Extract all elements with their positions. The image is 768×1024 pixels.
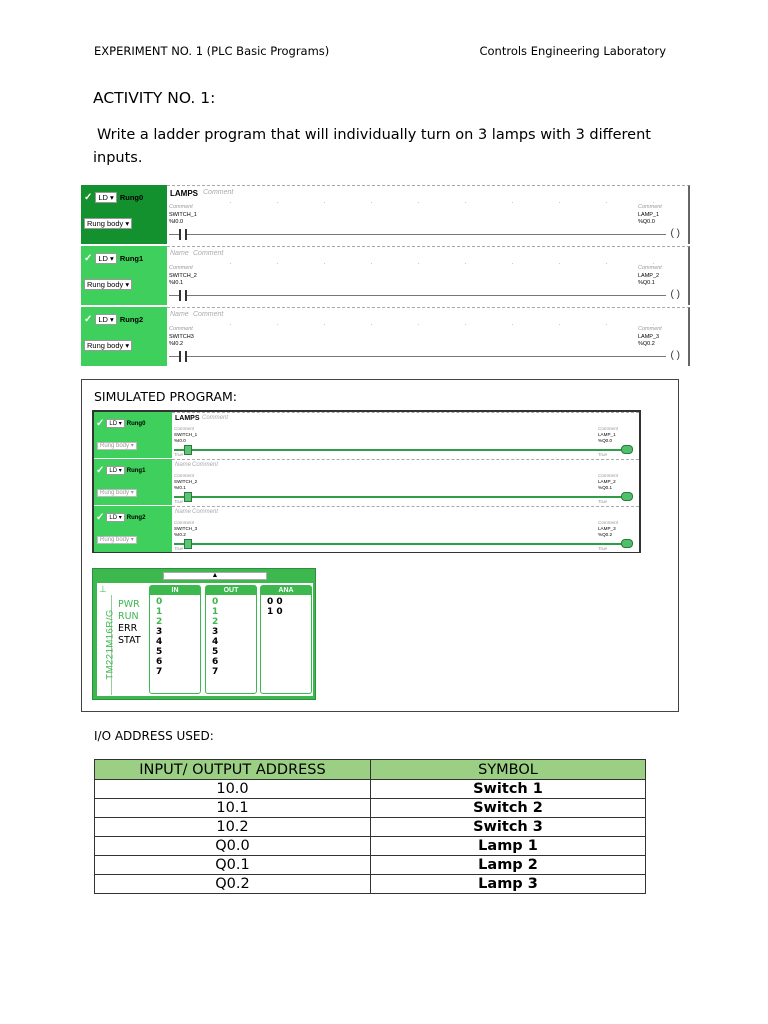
- rung-canvas[interactable]: [172, 459, 639, 505]
- check-icon[interactable]: ✓: [84, 192, 93, 203]
- plc-face: [97, 583, 313, 696]
- rung-canvas[interactable]: [167, 185, 690, 244]
- symbol-cell: Lamp 3: [371, 875, 646, 894]
- rung-title[interactable]: LAMPS: [170, 189, 198, 198]
- sim-rung-0: [94, 412, 639, 459]
- rung-comment[interactable]: Comment: [203, 189, 234, 196]
- coil-symbol: LAMP_2: [598, 479, 616, 484]
- address-cell: Q0.2: [95, 875, 371, 894]
- ld-dropdown[interactable]: LD ▾: [106, 419, 124, 428]
- rung-1: [81, 246, 690, 307]
- rung-2: [81, 307, 690, 368]
- contact-state: True: [174, 546, 184, 551]
- contact-address: %I0.0: [169, 219, 184, 225]
- status-err: ERR: [118, 623, 138, 634]
- check-icon[interactable]: ✓: [96, 418, 105, 429]
- page-header-right: Controls Engineering Laboratory: [479, 44, 666, 58]
- contact-comment: Comment: [169, 204, 193, 210]
- out-column: OUT 0 1 2 3 4 5 6 7: [205, 585, 257, 694]
- check-icon[interactable]: ✓: [84, 253, 93, 264]
- contact-icon[interactable]: [179, 290, 187, 301]
- rung-body-dropdown[interactable]: Rung body ▾: [97, 536, 137, 544]
- rung-title: LAMPS: [175, 415, 200, 422]
- rung-header: [81, 307, 167, 366]
- coil-comment: Comment: [598, 473, 618, 478]
- plc-status-list: [118, 599, 141, 647]
- symbol-cell: Switch 2: [371, 799, 646, 818]
- coil-comment: Comment: [638, 265, 662, 271]
- contact-address: %I0.1: [174, 485, 186, 490]
- contact-state: True: [174, 452, 184, 457]
- activity-title: ACTIVITY NO. 1:: [93, 89, 216, 107]
- rung-comment[interactable]: Comment: [193, 311, 224, 318]
- address-cell: 10.1: [95, 799, 371, 818]
- sim-rung-2: [94, 506, 639, 553]
- rung-header: [94, 412, 172, 458]
- rung-header: [94, 459, 172, 505]
- rung-title[interactable]: Name: [170, 250, 189, 257]
- coil-address: %Q0.1: [638, 280, 655, 286]
- coil-state: True: [598, 546, 608, 551]
- coil-symbol: LAMP_3: [638, 334, 660, 340]
- table-row: [95, 856, 646, 875]
- contact-icon[interactable]: [179, 351, 187, 362]
- symbol-cell: Switch 3: [371, 818, 646, 837]
- rung-header: [94, 506, 172, 552]
- table-row: [95, 875, 646, 894]
- coil-icon[interactable]: [621, 492, 633, 501]
- status-run: RUN: [118, 611, 139, 622]
- rung-name: Rung2: [119, 315, 144, 324]
- coil-address: %Q0.2: [638, 341, 655, 347]
- contact-symbol: SWITCH_2: [169, 273, 197, 279]
- activity-prompt: Write a ladder program that will individually turn on 3 lamps with 3 different inputs.: [93, 127, 651, 166]
- contact-comment: Comment: [169, 326, 193, 332]
- contact-icon[interactable]: [184, 539, 192, 549]
- rung-body-dropdown[interactable]: Rung body ▾: [97, 442, 137, 450]
- rung-comment: Comment: [202, 415, 229, 421]
- status-pwr: PWR: [118, 599, 140, 610]
- ana-header: ANA: [261, 586, 311, 595]
- table-row: [95, 837, 646, 856]
- page-header-left: EXPERIMENT NO. 1 (PLC Basic Programs): [94, 44, 330, 58]
- simulated-program-box: [81, 379, 679, 712]
- contact-comment: Comment: [174, 520, 194, 525]
- column-header: INPUT/ OUTPUT ADDRESS: [95, 760, 371, 780]
- contact-comment: Comment: [174, 426, 194, 431]
- rung-body-dropdown[interactable]: Rung body ▾: [84, 279, 132, 290]
- coil-symbol: LAMP_1: [598, 432, 616, 437]
- table-header-row: [95, 760, 646, 780]
- address-cell: 10.2: [95, 818, 371, 837]
- rung-canvas[interactable]: [167, 246, 690, 305]
- rung-0: [81, 185, 690, 246]
- contact-symbol: SWITCH_1: [174, 432, 198, 437]
- check-icon[interactable]: ✓: [96, 512, 105, 523]
- rung-title: Name: [175, 509, 192, 515]
- ld-dropdown[interactable]: LD ▾: [95, 192, 116, 203]
- coil-icon[interactable]: [621, 539, 633, 548]
- rung-name: Rung0: [126, 420, 146, 427]
- table-row: [95, 818, 646, 837]
- coil-address: %Q0.0: [638, 219, 655, 225]
- ladder-editor: [81, 185, 690, 369]
- plc-model: TM221M16R/G: [100, 595, 112, 695]
- in-header: IN: [150, 586, 200, 595]
- rung-canvas[interactable]: [167, 307, 690, 366]
- contact-address: %I0.0: [174, 438, 186, 443]
- address-cell: Q0.0: [95, 837, 371, 856]
- simulated-ladder: [92, 410, 641, 553]
- ld-dropdown[interactable]: LD ▾: [95, 253, 116, 264]
- rung-header: [81, 246, 167, 305]
- rung-name: Rung0: [119, 193, 144, 202]
- ld-dropdown[interactable]: LD ▾: [106, 466, 124, 475]
- contact-symbol: SWITCH_3: [174, 526, 198, 531]
- check-icon[interactable]: ✓: [84, 314, 93, 325]
- in-column: IN 0 1 2 3 4 5 6 7: [149, 585, 201, 694]
- contact-comment: Comment: [169, 265, 193, 271]
- pin-icon[interactable]: ⊥: [99, 584, 107, 594]
- rung-body-dropdown[interactable]: Rung body ▾: [97, 489, 137, 497]
- plc-module: [92, 568, 316, 700]
- contact-comment: Comment: [174, 473, 194, 478]
- contact-address: %I0.2: [169, 341, 184, 347]
- coil-icon[interactable]: ( ): [670, 228, 680, 239]
- coil-icon[interactable]: ( ): [670, 350, 680, 361]
- coil-address: %Q0.2: [598, 532, 613, 537]
- io-table: [94, 759, 646, 894]
- coil-icon[interactable]: [621, 445, 633, 454]
- coil-comment: Comment: [638, 326, 662, 332]
- simulated-program-title: SIMULATED PROGRAM:: [94, 389, 237, 404]
- contact-icon[interactable]: [184, 445, 192, 455]
- contact-symbol: SWITCH3: [169, 334, 194, 340]
- check-icon[interactable]: ✓: [96, 465, 105, 476]
- rung-comment[interactable]: Comment: [193, 250, 224, 257]
- ld-dropdown[interactable]: LD ▾: [95, 314, 116, 325]
- address-cell: 10.0: [95, 780, 371, 799]
- coil-comment: Comment: [598, 426, 618, 431]
- rung-header: [81, 185, 167, 244]
- rung-canvas[interactable]: [172, 412, 639, 458]
- contact-icon[interactable]: [179, 229, 187, 240]
- contact-address: %I0.2: [174, 532, 186, 537]
- contact-symbol: SWITCH_1: [169, 212, 197, 218]
- table-row: [95, 780, 646, 799]
- symbol-cell: Lamp 1: [371, 837, 646, 856]
- io-title: I/O ADDRESS USED:: [94, 729, 214, 743]
- expand-handle[interactable]: ▲: [163, 572, 267, 580]
- contact-icon[interactable]: [184, 492, 192, 502]
- coil-icon[interactable]: ( ): [670, 289, 680, 300]
- rung-comment: Comment: [192, 462, 219, 468]
- contact-state: True: [174, 499, 184, 504]
- rung-name: Rung1: [126, 467, 146, 474]
- coil-address: %Q0.0: [598, 438, 613, 443]
- address-cell: Q0.1: [95, 856, 371, 875]
- symbol-cell: Lamp 2: [371, 856, 646, 875]
- ld-dropdown[interactable]: LD ▾: [106, 513, 124, 522]
- rung-canvas[interactable]: [172, 506, 639, 552]
- coil-state: True: [598, 499, 608, 504]
- coil-comment: Comment: [598, 520, 618, 525]
- coil-address: %Q0.1: [598, 485, 613, 490]
- ana-column: ANA 0 0 1 0: [260, 585, 312, 694]
- column-header: SYMBOL: [371, 760, 646, 780]
- sim-rung-1: [94, 459, 639, 506]
- coil-symbol: LAMP_2: [638, 273, 660, 279]
- rung-body-dropdown[interactable]: Rung body ▾: [84, 340, 132, 351]
- rung-body-dropdown[interactable]: Rung body ▾: [84, 218, 132, 229]
- coil-symbol: LAMP_3: [598, 526, 616, 531]
- symbol-cell: Switch 1: [371, 780, 646, 799]
- coil-symbol: LAMP_1: [638, 212, 660, 218]
- rung-name: Rung2: [126, 514, 146, 521]
- coil-comment: Comment: [638, 204, 662, 210]
- contact-symbol: SWITCH_2: [174, 479, 198, 484]
- rung-title[interactable]: Name: [170, 311, 189, 318]
- rung-title: Name: [175, 462, 192, 468]
- rung-comment: Comment: [192, 509, 219, 515]
- coil-state: True: [598, 452, 608, 457]
- status-stat: STAT: [118, 635, 141, 646]
- contact-address: %I0.1: [169, 280, 184, 286]
- table-row: [95, 799, 646, 818]
- out-header: OUT: [206, 586, 256, 595]
- rung-name: Rung1: [119, 254, 144, 263]
